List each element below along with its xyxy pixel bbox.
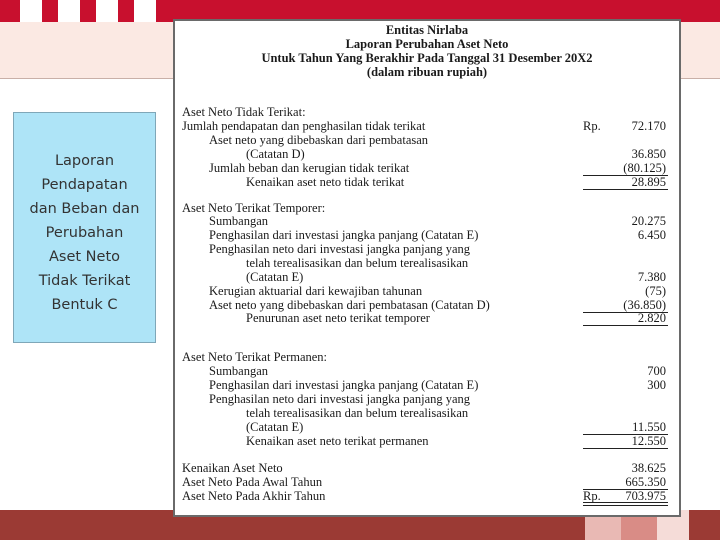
slide-title-box [13, 112, 156, 343]
line-amount [555, 161, 666, 175]
amount-value: 11.550 [632, 420, 666, 434]
amount-value: 703.975 [625, 489, 666, 503]
line-label: Penghasilan dari investasi jangka panjang (Catatan E) [209, 378, 479, 392]
line-label: Sumbangan [209, 214, 269, 228]
top-bar-notch [58, 0, 80, 22]
section-heading-permanent: Aset Neto Terikat Permanen: [182, 350, 328, 364]
line-amount [555, 378, 666, 392]
amount-value: 72.170 [631, 119, 666, 133]
line-amount [555, 420, 666, 434]
statement-unit: (dalam ribuan rupiah) [366, 65, 488, 79]
top-bar-notch [134, 0, 156, 22]
line-label: Penghasilan dari investasi jangka panjang (Catatan E) [209, 228, 479, 242]
amount-value: 2.820 [637, 311, 666, 325]
line-label: Kenaikan aset neto terikat permanen [246, 434, 429, 448]
line-label: Penurunan aset neto terikat temporer [246, 311, 430, 325]
line-label: Penghasilan neto dari investasi jangka panjang yang [209, 392, 471, 406]
line-label: telah terealisasikan dan belum terealisasikan [246, 256, 469, 270]
line-amount [555, 270, 666, 284]
financial-statement [173, 19, 681, 517]
line-label: Aset Neto Pada Awal Tahun [182, 475, 323, 489]
amount-value: 7.380 [637, 270, 666, 284]
line-label: Penghasilan neto dari investasi jangka panjang yang [209, 242, 471, 256]
currency-label: Rp. [583, 119, 601, 133]
line-amount [555, 284, 666, 298]
amount-value: (36.850) [623, 298, 666, 312]
line-label: Aset Neto Pada Akhir Tahun [182, 489, 326, 503]
line-amount [555, 311, 666, 325]
slide-title: Laporan Pendapatan dan Beban dan Perubahan Aset Neto Tidak Terikat Bentuk C [29, 153, 140, 313]
amount-value: 300 [647, 378, 666, 392]
line-amount [555, 147, 666, 161]
amount-value: (80.125) [623, 161, 666, 175]
statement-title: Laporan Perubahan Aset Neto [345, 37, 509, 51]
line-label: Kerugian aktuarial dari kewajiban tahunan [209, 284, 423, 298]
amount-value: 12.550 [631, 434, 666, 448]
line-amount [555, 298, 666, 312]
line-label: Sumbangan [209, 364, 269, 378]
line-amount [555, 119, 666, 133]
line-amount [555, 461, 666, 475]
line-label: Kenaikan Aset Neto [182, 461, 283, 475]
line-amount [555, 364, 666, 378]
amount-value: 6.450 [637, 228, 666, 242]
line-label: Kenaikan aset neto tidak terikat [246, 175, 405, 189]
currency-label: Rp. [583, 489, 601, 503]
line-amount [555, 175, 666, 189]
section-heading-temporary: Aset Neto Terikat Temporer: [182, 201, 326, 215]
amount-value: 28.895 [631, 175, 666, 189]
amount-value: (75) [645, 284, 666, 298]
line-label: (Catatan D) [246, 147, 305, 161]
line-amount-total [555, 489, 666, 503]
amount-value: 700 [647, 364, 666, 378]
amount-value: 665.350 [625, 475, 666, 489]
statement-period: Untuk Tahun Yang Berakhir Pada Tanggal 31 Desember 20X2 [261, 51, 593, 65]
statement-entity: Entitas Nirlaba [385, 23, 469, 37]
line-label: Jumlah pendapatan dan penghasilan tidak terikat [182, 119, 426, 133]
amount-value: 20.275 [631, 214, 666, 228]
line-amount [555, 214, 666, 228]
top-bar-notch [20, 0, 42, 22]
amount-value: 36.850 [631, 147, 666, 161]
line-label: Aset neto yang dibebaskan dari pembatasan [209, 133, 429, 147]
line-label: (Catatan E) [246, 420, 304, 434]
amount-value: 38.625 [631, 461, 666, 475]
line-label: Aset neto yang dibebaskan dari pembatasan (Catatan D) [209, 298, 490, 312]
line-amount [555, 228, 666, 242]
line-amount [555, 475, 666, 489]
line-amount [555, 434, 666, 448]
line-label: Jumlah beban dan kerugian tidak terikat [209, 161, 410, 175]
line-label: telah terealisasikan dan belum terealisasikan [246, 406, 469, 420]
section-heading-unrestricted: Aset Neto Tidak Terikat: [182, 105, 306, 119]
top-bar-notch [96, 0, 118, 22]
line-label: (Catatan E) [246, 270, 304, 284]
